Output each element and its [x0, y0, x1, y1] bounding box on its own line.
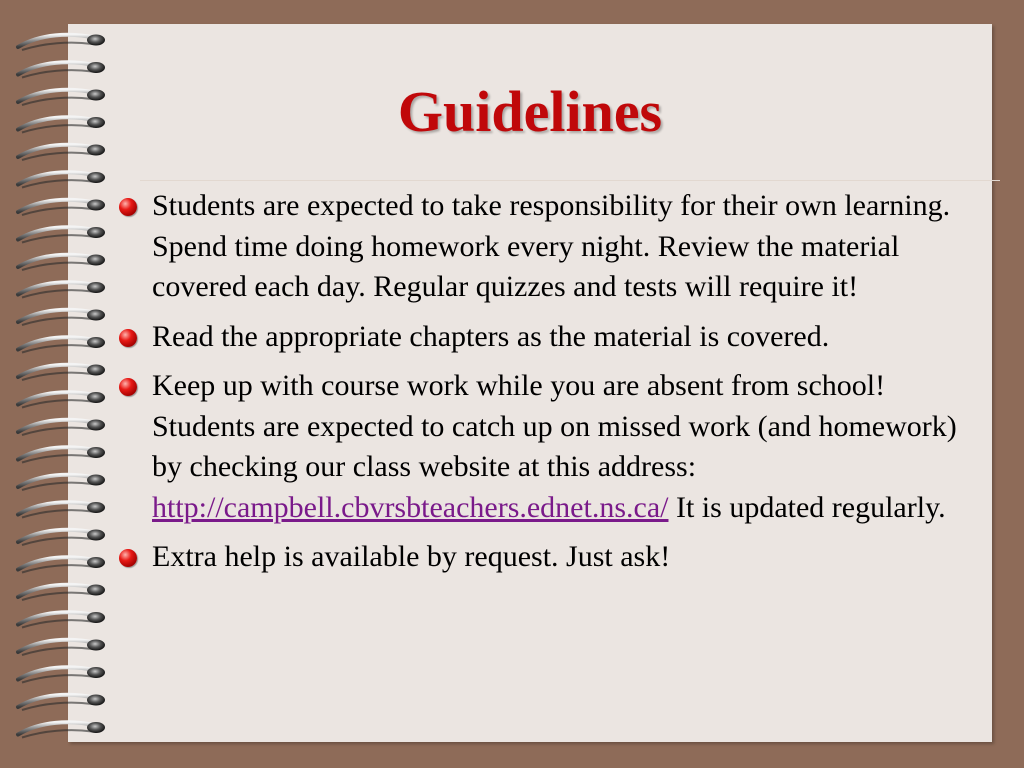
bullet-text: Students are expected to take responsibility for their own learning. Spend time doing homework every night. Review the material covered each day. Regular quizzes and tests will require it!: [152, 189, 951, 303]
binding-ring: [18, 475, 105, 491]
bullet-item: [118, 317, 988, 358]
slide-title: Guidelines: [397, 79, 663, 144]
binding-ring: [18, 255, 105, 271]
red-sphere-bullet-icon: [119, 378, 137, 396]
binding-ring: [18, 172, 105, 188]
bullet-text: Keep up with course work while you are absent from school! Students are expected to catch up on missed work (and homework) by checking our class website at this address:: [152, 369, 957, 483]
binding-ring: [18, 447, 105, 463]
binding-ring: [18, 62, 105, 78]
binding-ring: [18, 502, 105, 518]
red-sphere-bullet-icon: [119, 549, 137, 567]
binding-ring: [18, 337, 105, 353]
binding-ring: [18, 145, 105, 161]
title-divider: [140, 180, 1000, 181]
binding-ring: [18, 695, 105, 711]
class-website-link[interactable]: http://campbell.cbvrsbteachers.ednet.ns.ca/: [152, 490, 669, 524]
bullet-text: Read the appropriate chapters as the material is covered.: [152, 319, 830, 353]
bullet-text: Extra help is available by request. Just ask!: [152, 540, 671, 573]
binding-ring: [18, 200, 105, 216]
binding-ring: [18, 282, 105, 298]
red-sphere-bullet-icon: [119, 329, 137, 347]
binding-ring: [18, 667, 105, 683]
binding-ring: [18, 612, 105, 628]
bullet-item: [118, 186, 988, 308]
bullet-list: [118, 186, 988, 587]
bullet-item: [118, 537, 988, 578]
binding-ring: [18, 585, 105, 601]
binding-ring: [18, 365, 105, 381]
binding-ring: [18, 35, 105, 51]
binding-ring: [18, 530, 105, 546]
binding-ring: [18, 557, 105, 573]
binding-ring: [18, 392, 105, 408]
binding-ring: [18, 722, 105, 738]
bullet-item: [118, 366, 988, 528]
red-sphere-bullet-icon: [119, 198, 137, 216]
bullet-text: It is updated regularly.: [668, 490, 946, 524]
binding-ring: [18, 310, 105, 326]
binding-ring: [18, 640, 105, 656]
binding-ring: [18, 420, 105, 436]
binding-ring: [18, 227, 105, 243]
